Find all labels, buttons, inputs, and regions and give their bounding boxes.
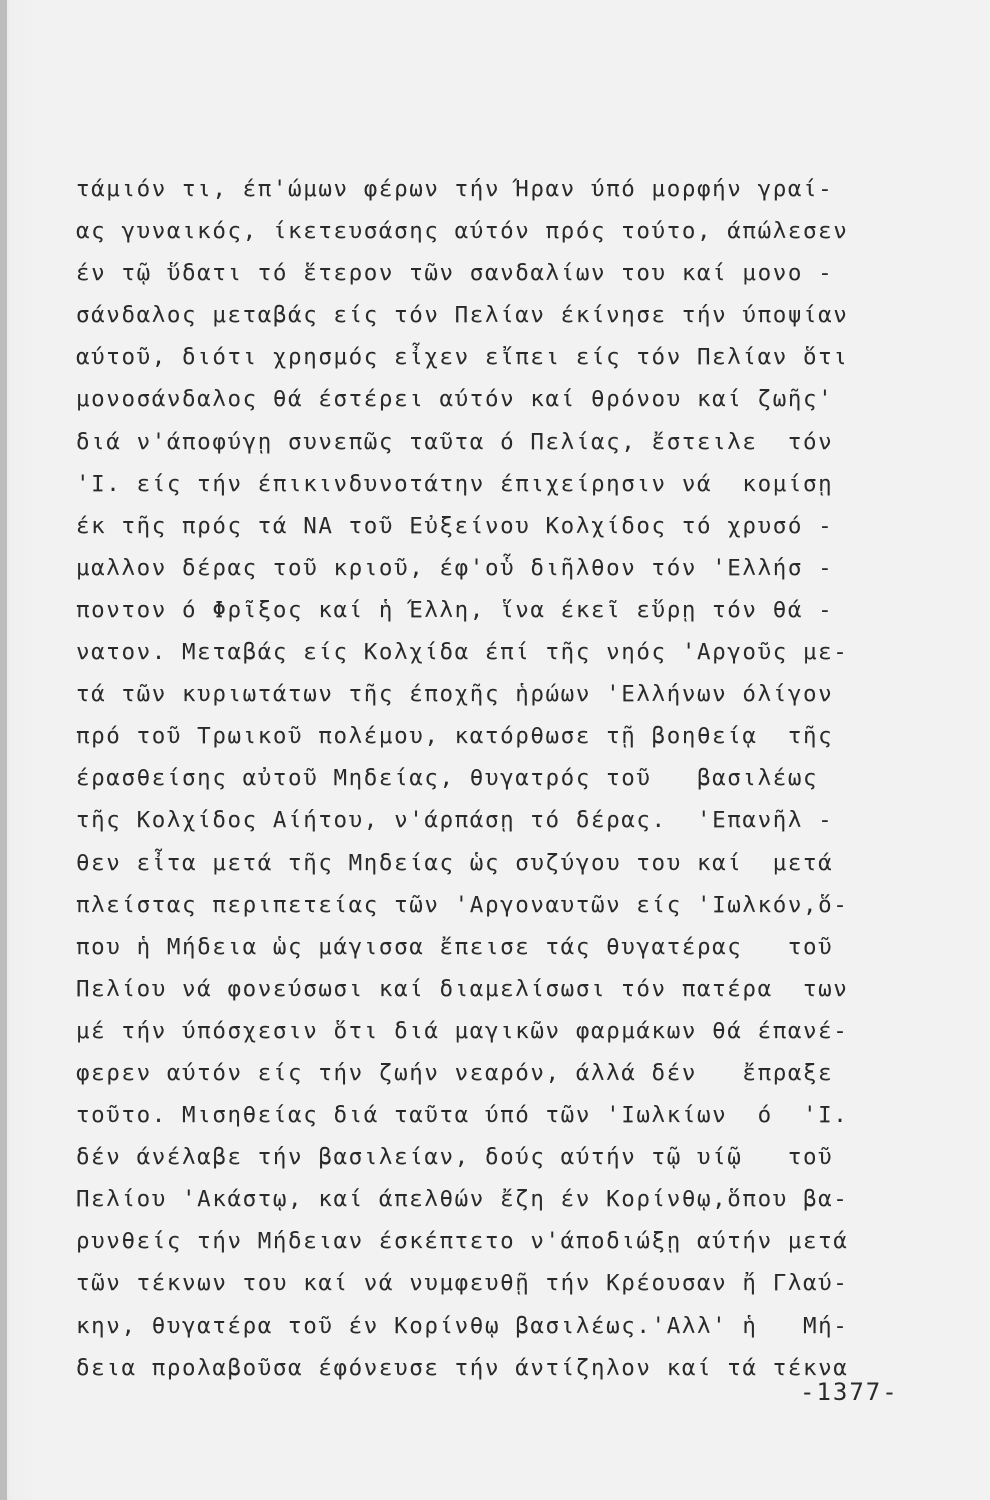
text-line: μονοσάνδαλος θά έστέρει αύτόν καί θρόνου καί ζωῆς' [76,386,834,413]
text-line: ρυνθείς τήν Μήδειαν έσκέπτετο ν'άποδιώξῃ αύτήν μετά [76,1228,849,1255]
text-line: Πελίου νά φονεύσωσι καί διαμελίσωσι τόν πατέρα των [76,975,849,1002]
text-line: έρασθείσης αὐτοῦ Μηδείας, θυγατρός τοῦ βασιλέως [76,765,819,792]
text-line: έκ τῆς πρός τά ΝΑ τοῦ Εὐξείνου Κολχίδος τό χρυσό - [76,512,834,539]
text-line: που ἡ Μήδεια ὡς μάγισσα ἔπεισε τάς θυγατέρας τοῦ [76,933,834,960]
page-edge-shadow [0,0,7,1500]
text-line: τῆς Κολχίδος Αίήτου, ν'άρπάσῃ τό δέρας. 'Επανῆλ - [76,807,834,834]
text-line: σάνδαλος μεταβάς είς τόν Πελίαν έκίνησε τήν ύποψίαν [76,302,849,329]
text-line: δέν άνέλαβε τήν βασιλείαν, δούς αύτήν τῷ υίῷ τοῦ [76,1144,834,1171]
text-line: 'Ι. είς τήν έπικινδυνοτάτην έπιχείρησιν νά κομίσῃ [76,470,834,497]
text-line: Πελίου 'Ακάστῳ, καί άπελθών ἔζη έν Κορίνθῳ,ὅπου βα- [76,1186,849,1213]
text-line: έν τῷ ὕδατι τό ἕτερον τῶν σανδαλίων του καί μονο - [76,260,834,287]
text-line: πλείστας περιπετείας τῶν 'Αργοναυτῶν είς 'Ιωλκόν,ὅ- [76,891,849,918]
page-number: -1377- [800,1378,899,1406]
text-line: δεια προλαβοῦσα έφόνευσε τήν άντίζηλον καί τά τέκνα [76,1354,849,1381]
text-line: τά τῶν κυριωτάτων τῆς έποχῆς ἡρώων 'Ελλήνων όλίγον [76,681,834,708]
text-line: ποντον ό Φρῖξος καί ἡ Έλλη, ἵνα έκεῖ εὕρῃ τόν θά - [76,596,834,623]
text-line: τῶν τέκνων του καί νά νυμφευθῇ τήν Κρέουσαν ἤ Γλαύ- [76,1270,849,1297]
text-line: διά ν'άποφύγῃ συνεπῶς ταῦτα ό Πελίας, ἔστειλε τόν [76,428,834,455]
text-line: νατον. Μεταβάς είς Κολχίδα έπί τῆς νηός 'Αργοῦς με- [76,639,849,666]
body-text [76,168,938,1389]
text-line: τοῦτο. Μισηθείας διά ταῦτα ύπό τῶν 'Ιωλκίων ό 'Ι. [76,1102,849,1129]
text-line: θεν εἶτα μετά τῆς Μηδείας ὡς συζύγου του καί μετά [76,849,834,876]
text-line: φερεν αύτόν είς τήν ζωήν νεαρόν, άλλά δέν ἔπραξε [76,1059,834,1086]
text-line: κην, θυγατέρα τοῦ έν Κορίνθῳ βασιλέως.'Αλλ' ἡ Μή- [76,1312,849,1339]
text-line: μέ τήν ύπόσχεσιν ὅτι διά μαγικῶν φαρμάκων θά έπανέ- [76,1017,849,1044]
text-line: τάμιόν τι, έπ'ώμων φέρων τήν Ήραν ύπό μορφήν γραί- [76,176,834,202]
text-line: ας γυναικός, ίκετευσάσης αύτόν πρός τούτο, άπώλεσεν [76,218,849,245]
text-line: μαλλον δέρας τοῦ κριοῦ, έφ'οὗ διῆλθον τόν 'Ελλήσ - [76,554,834,581]
text-line: αύτοῦ, διότι χρησμός εἶχεν εἴπει είς τόν Πελίαν ὅτι [76,344,849,371]
text-line: πρό τοῦ Τρωικοῦ πολέμου, κατόρθωσε τῇ βοηθείᾳ τῆς [76,723,834,750]
